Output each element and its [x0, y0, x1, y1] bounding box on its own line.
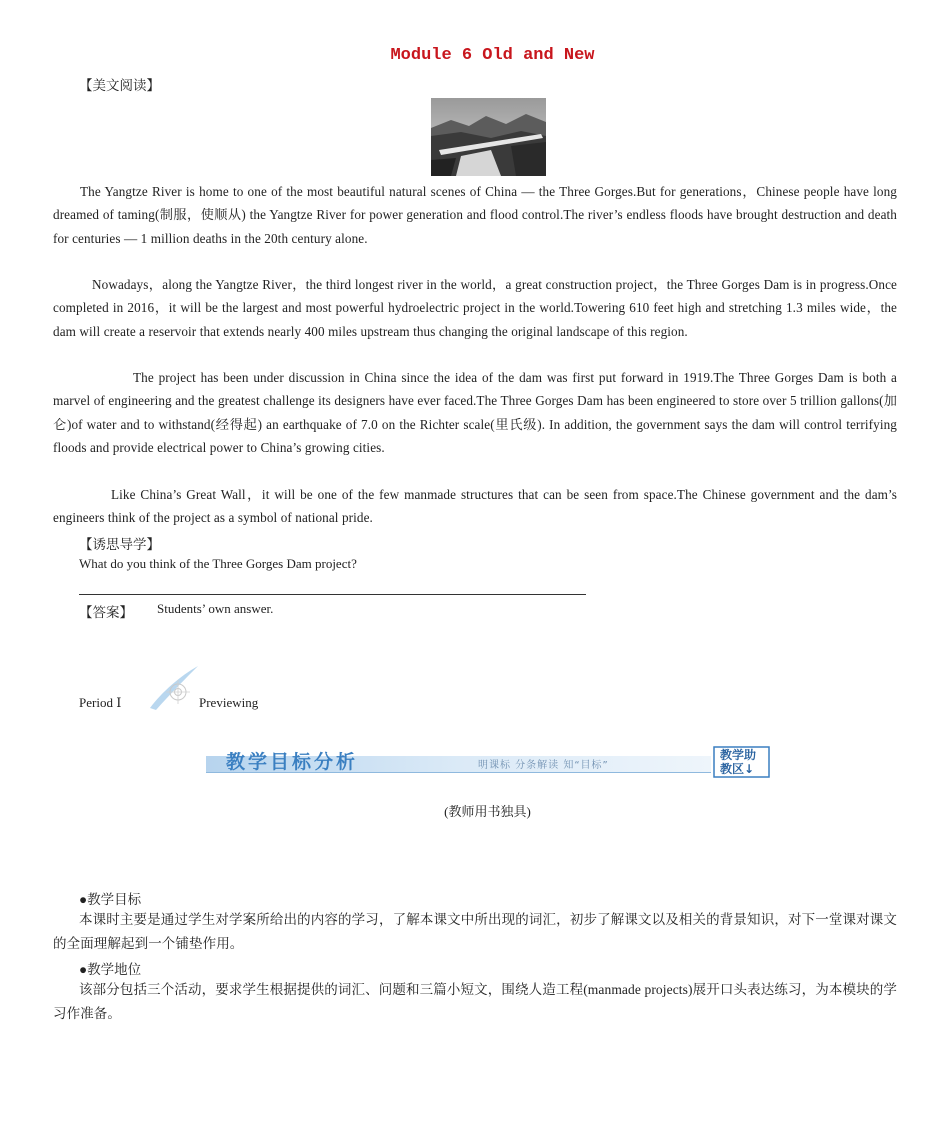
- section-heading-think: 【诱思导学】: [79, 537, 160, 552]
- answer-text: Students’ own answer.: [157, 601, 274, 616]
- goal-heading: ●教学目标: [79, 892, 142, 907]
- question-text: What do you think of the Three Gorges Dam project?: [79, 556, 357, 571]
- answer-label: 【答案】: [79, 605, 133, 620]
- period-emblem-icon: [146, 664, 200, 712]
- paragraph-2: Nowadays，along the Yangtze River，the third longest river in the world，a great construction project，the Three Gorges Dam is in progress.Once completed in 2016，it will be the largest and most powerful hydroelectric project in the world.Towering 610 feet high and stretching 1.3 miles wide，the dam will create a reservoir that extends nearly 400 miles upstream thus changing the original landscape of this region.: [53, 277, 897, 339]
- banner-badge-line1: 教学助: [720, 748, 757, 762]
- teacher-note: (教师用书独具): [444, 804, 531, 819]
- period-label: Period Ⅰ: [79, 695, 122, 710]
- three-gorges-dam-photo: [431, 98, 546, 176]
- banner-heading: 教学目标分析: [226, 751, 359, 773]
- banner-subtitle: 明课标 分条解读 知“目标”: [478, 760, 609, 771]
- section-heading-reading: 【美文阅读】: [79, 78, 160, 93]
- position-text: 该部分包括三个活动，要求学生根据提供的词汇、问题和三篇小短文，围绕人造工程(manmade projects)展开口头表达练习，为本模块的学习作准备。: [53, 982, 897, 1021]
- banner-badge-line2: 教区↓: [720, 762, 755, 776]
- paragraph-4: Like China’s Great Wall，it will be one of the few manmade structures that can be seen from space.The Chinese government and the dam’s engineers think of the project as a symbol of national pride.: [53, 487, 897, 526]
- goal-text: 本课时主要是通过学生对学案所给出的内容的学习，了解本课文中所出现的词汇，初步了解课文以及相关的背景知识，对下一堂课对课文的全面理解起到一个铺垫作用。: [53, 912, 897, 951]
- period-title: Previewing: [199, 695, 259, 710]
- module-title: Module 6 Old and New: [390, 46, 595, 65]
- answer-line: [79, 594, 586, 595]
- position-heading: ●教学地位: [79, 962, 142, 977]
- teaching-goals-banner: [206, 746, 770, 778]
- paragraph-1: The Yangtze River is home to one of the most beautiful natural scenes of China — the Three Gorges.But for generations，Chinese people have long dreamed of taming(制服，使顺从) the Yangtze River for power generation and flood control.The river’s endless floods have brought destruction and death for centuries — 1 million deaths in the 20th century alone.: [53, 184, 897, 246]
- paragraph-3: The project has been under discussion in China since the idea of the dam was first put forward in 1919.The Three Gorges Dam is both a marvel of engineering and the greatest challenge its designers have ever faced.The Three Gorges Dam has been engineered to store over 5 trillion gallons(加仑)of water and to withstand(经得起) an earthquake of 7.0 on the Richter scale(里氏级). In addition, the government says the dam will control terrifying floods and provide electrical power to China’s growing cities.: [53, 370, 897, 456]
